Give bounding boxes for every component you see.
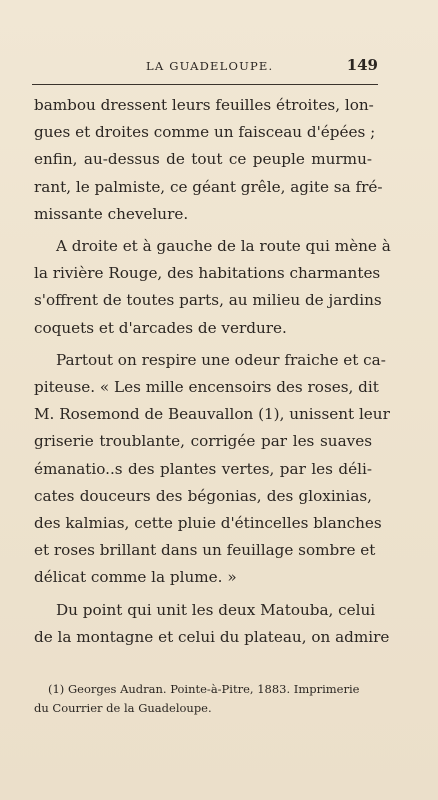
text-line: coquets et d'arcades de verdure. xyxy=(34,318,287,337)
text-line: cates douceurs des bégonias, des gloxinias, xyxy=(34,486,372,505)
page-header xyxy=(32,56,378,76)
text-line: missante chevelure. xyxy=(34,204,189,223)
text-line: A droite et à gauche de la route qui mène à xyxy=(56,237,391,256)
paragraph xyxy=(34,347,390,592)
header-rule xyxy=(32,84,378,85)
text-line: s'offrent de toutes parts, au milieu de jardins xyxy=(34,291,382,310)
text-line: piteuse. « Les mille encensoirs des roses, dit xyxy=(34,378,379,397)
text-line: gues et droites comme un faisceau d'épées ; xyxy=(34,123,376,142)
paragraph xyxy=(34,597,390,651)
text-line: de la montagne et celui du plateau, on admire xyxy=(34,627,390,646)
text-line: rant, le palmiste, ce géant grêle, agite sa fré- xyxy=(34,177,383,196)
paragraph xyxy=(34,233,391,342)
text-line: et roses brillant dans un feuillage sombre et xyxy=(34,541,376,560)
footnote-line: (1) Georges Audran. Pointe-à-Pitre, 1883. Imprimerie xyxy=(48,682,360,696)
text-line: bambou dressent leurs feuilles étroites, lon- xyxy=(34,96,374,114)
footnote xyxy=(34,680,374,718)
text-line: des kalmias, cette pluie d'étincelles blanches xyxy=(34,514,382,533)
paragraph xyxy=(34,92,383,228)
page-number: 149 xyxy=(346,56,378,74)
text-line: la rivière Rouge, des habitations charmantes xyxy=(34,264,381,283)
text-line: M. Rosemond de Beauvallon (1), unissent leur xyxy=(34,405,390,424)
text-line: délicat comme la plume. » xyxy=(34,568,237,587)
body-text xyxy=(34,92,391,656)
text-line: Partout on respire une odeur fraiche et ca- xyxy=(56,350,386,369)
footnote-line: du Courrier de la Guadeloupe. xyxy=(34,701,212,715)
text-line: Du point qui unit les deux Matouba, celui xyxy=(56,600,376,619)
running-title: LA GUADELOUPE. xyxy=(146,59,274,73)
text-line: griserie troublante, corrigée par les suaves xyxy=(34,432,372,451)
text-line: émanatio..s des plantes vertes, par les déli- xyxy=(34,459,372,478)
text-line: enfin, au-dessus de tout ce peuple murmu- xyxy=(34,150,372,169)
